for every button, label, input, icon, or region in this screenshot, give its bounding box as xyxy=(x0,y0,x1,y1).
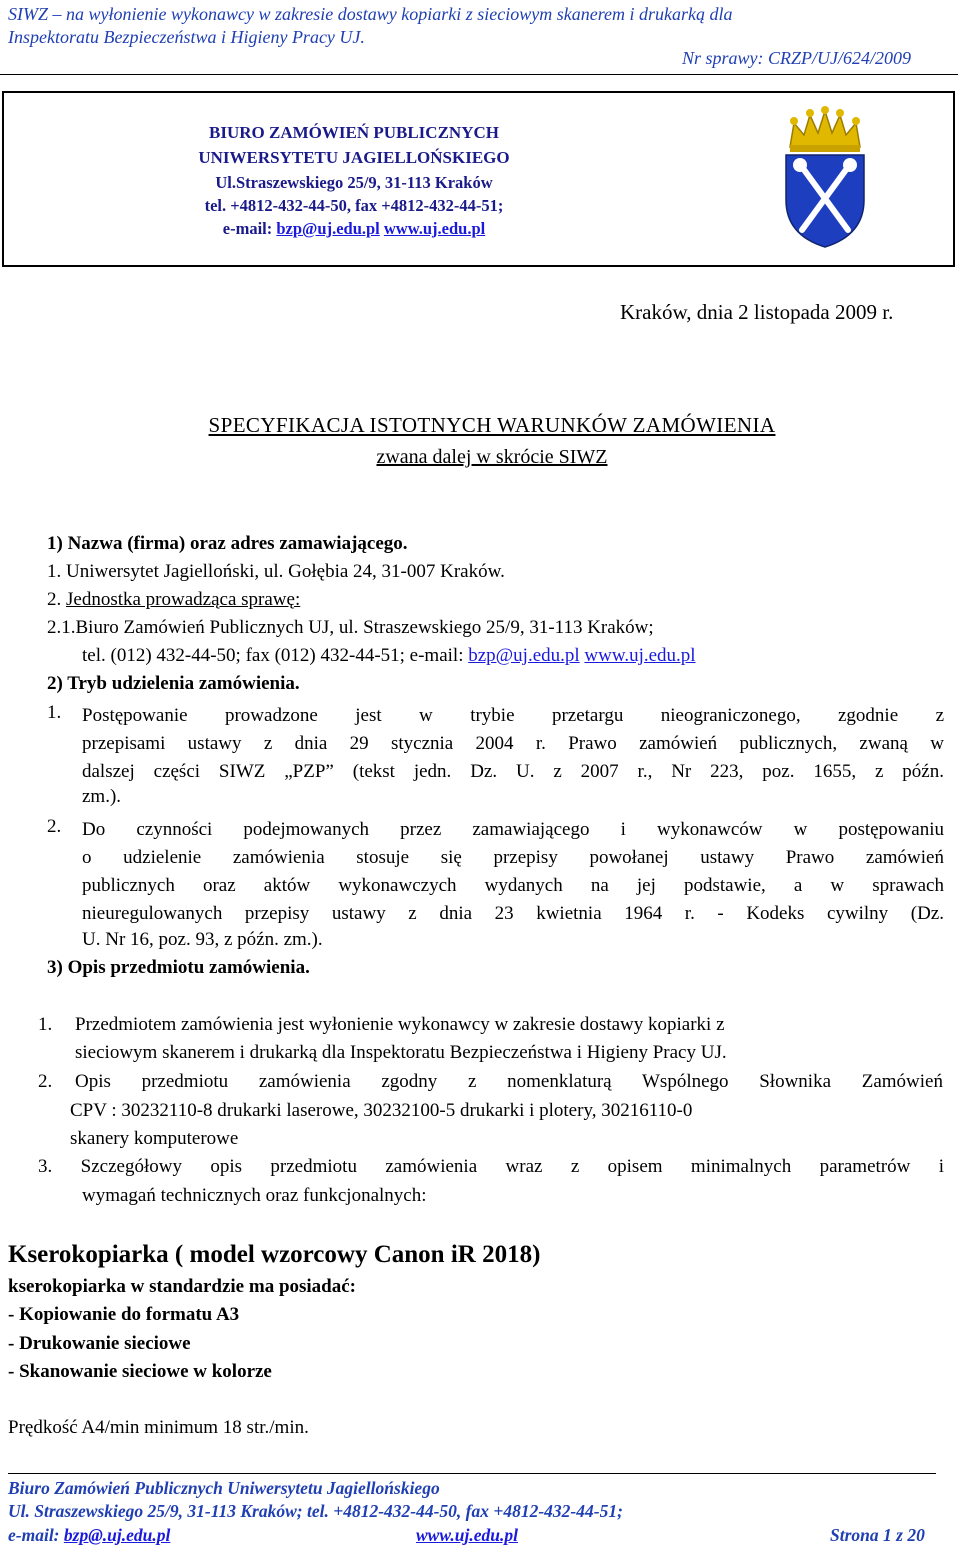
section2-p1-line2: przepisami ustawy z dnia 29 stycznia 2004 r. Prawo zamówień publicznych, zwaną w xyxy=(82,733,944,754)
email-label: e-mail: xyxy=(222,219,277,238)
section3-item2-num: 2. xyxy=(38,1071,53,1092)
copier-heading: Kserokopiarka ( model wzorcowy Canon iR 2018) xyxy=(8,1241,541,1268)
section2-p2-line3: publicznych oraz aktów wykonawczych wydanych na jej podstawie, a w sprawach xyxy=(82,875,944,896)
contact-website-link[interactable]: www.uj.edu.pl xyxy=(584,645,696,666)
coat-of-arms-icon xyxy=(780,105,870,250)
footer-line1: Biuro Zamówień Publicznych Uniwersytetu Jagiellońskiego xyxy=(8,1478,440,1498)
section1-heading: 1) Nazwa (firma) oraz adres zamawiającego. xyxy=(47,533,408,554)
section3-item1-line1: Przedmiotem zamówienia jest wyłonienie wykonawcy w zakresie dostawy kopiarki z xyxy=(75,1014,725,1035)
footer-email-label: e-mail: xyxy=(8,1525,64,1545)
section3-item1-num: 1. xyxy=(38,1014,53,1035)
header-title-line2: Inspektoratu Bezpieczeństwa i Higieny Pracy UJ. xyxy=(8,27,365,47)
section2-p2-line5: U. Nr 16, poz. 93, z późn. zm.). xyxy=(82,929,323,950)
document-date: Kraków, dnia 2 listopada 2009 r. xyxy=(620,300,894,324)
section1-item2-text: Jednostka prowadząca sprawę: xyxy=(66,589,301,610)
section3-item2-line2: CPV : 30232110-8 drukarki laserowe, 30232100-5 drukarki i plotery, 30216110-0 xyxy=(70,1100,693,1121)
section1-item21: 2.1.Biuro Zamówień Publicznych UJ, ul. Straszewskiego 25/9, 31-113 Kraków; xyxy=(47,617,654,638)
section2-p1-num: 1. xyxy=(47,702,62,723)
section3-heading: 3) Opis przedmiotu zamówienia. xyxy=(47,957,310,978)
copier-subheading: kserokopiarka w standardzie ma posiadać: xyxy=(8,1276,357,1297)
section2-p2-line2: o udzielenie zamówienia stosuje się przepisy powołanej ustawy Prawo zamówień xyxy=(82,847,944,868)
section3-item1-line2: sieciowym skanerem i drukarką dla Inspektoratu Bezpieczeństwa i Higieny Pracy UJ. xyxy=(75,1042,727,1063)
contact-prefix: tel. (012) 432-44-50; fax (012) 432-44-51; e-mail: xyxy=(82,645,469,666)
footer-website-link[interactable] xyxy=(416,1525,518,1546)
document-title: SPECYFIKACJA ISTOTNYCH WARUNKÓW ZAMÓWIENIA xyxy=(208,413,776,437)
footer-rule xyxy=(8,1473,936,1474)
footer-contact xyxy=(8,1525,170,1546)
institution-box xyxy=(2,91,955,267)
section3-item2-line1: Opis przedmiotu zamówienia zgodny z nomenklaturą Wspólnego Słownika Zamówień xyxy=(75,1071,943,1092)
footer-website-text[interactable]: www.uj.edu.pl xyxy=(416,1525,518,1545)
copier-feature: - Kopiowanie do formatu A3 xyxy=(8,1304,240,1325)
header-rule xyxy=(0,74,958,75)
institution-contact xyxy=(4,219,704,239)
section3-item3-line1: 3. Szczegółowy opis przedmiotu zamówienia wraz z opisem minimalnych parametrów i xyxy=(38,1156,944,1177)
institution-name-1: BIURO ZAMÓWIEŃ PUBLICZNYCH xyxy=(209,123,499,142)
section3-item2-line3: skanery komputerowe xyxy=(70,1128,239,1149)
section2-p2-num: 2. xyxy=(47,816,62,837)
copier-feature: - Skanowanie sieciowe w kolorze xyxy=(8,1361,272,1382)
section2-p1-line1: Postępowanie prowadzone jest w trybie przetargu nieograniczonego, zgodnie z xyxy=(82,705,944,726)
institution-phone: tel. +4812-432-44-50, fax +4812-432-44-51; xyxy=(204,196,504,215)
section1-item2-num: 2. xyxy=(47,589,66,610)
footer-email-link[interactable]: bzp@.uj.edu.pl xyxy=(63,1525,171,1545)
case-number: Nr sprawy: CRZP/UJ/624/2009 xyxy=(682,48,912,68)
section2-p1-line3: dalszej części SIWZ „PZP” (tekst jedn. Dz. U. z 2007 r., Nr 223, poz. 1655, z późn. xyxy=(82,761,944,782)
section1-item1: 1. Uniwersytet Jagielloński, ul. Gołębia 24, 31-007 Kraków. xyxy=(47,561,505,582)
header-title-line1: SIWZ – na wyłonienie wykonawcy w zakresie dostawy kopiarki z sieciowym skanerem i drukarką dla xyxy=(8,4,733,24)
footer-line2: Ul. Straszewskiego 25/9, 31-113 Kraków; tel. +4812-432-44-50, fax +4812-432-44-51; xyxy=(8,1501,623,1521)
section2-p2-line4: nieuregulowanych przepisy ustawy z dnia 23 kwietnia 1964 r. - Kodeks cywilny (Dz. xyxy=(82,903,944,924)
section2-p1-line4: zm.). xyxy=(82,786,122,807)
contact-email-link[interactable]: bzp@uj.edu.pl xyxy=(468,645,580,666)
section1-item2 xyxy=(47,589,300,611)
copier-speed: Prędkość A4/min minimum 18 str./min. xyxy=(8,1417,309,1438)
institution-email-link[interactable]: bzp@uj.edu.pl xyxy=(276,219,380,238)
copier-feature: - Drukowanie sieciowe xyxy=(8,1333,191,1354)
page-number: Strona 1 z 20 xyxy=(830,1525,925,1545)
section3-item3-line2: wymagań technicznych oraz funkcjonalnych: xyxy=(82,1185,427,1206)
section2-p2-line1: Do czynności podejmowanych przez zamawiającego i wykonawców w postępowaniu xyxy=(82,819,944,840)
institution-name-2: UNIWERSYTETU JAGIELLOŃSKIEGO xyxy=(198,148,510,167)
section1-contact xyxy=(82,645,696,667)
section2-heading: 2) Tryb udzielenia zamówienia. xyxy=(47,673,300,694)
document-subtitle: zwana dalej w skrócie SIWZ xyxy=(376,446,608,468)
institution-street: Ul.Straszewskiego 25/9, 31-113 Kraków xyxy=(215,173,493,192)
institution-website-link[interactable]: www.uj.edu.pl xyxy=(383,219,486,238)
